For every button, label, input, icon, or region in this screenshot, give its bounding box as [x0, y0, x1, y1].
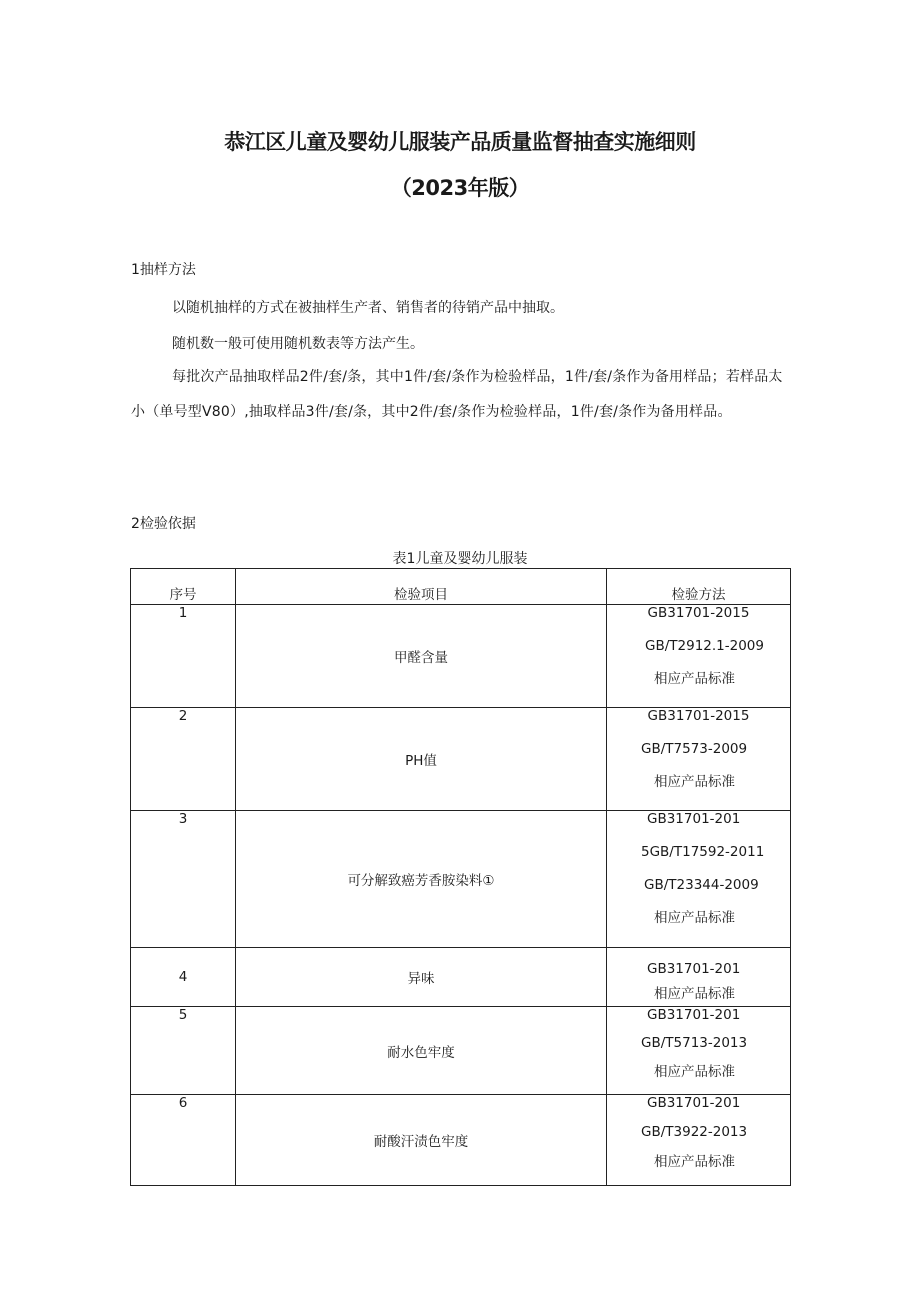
method-standard: GB31701-201: [647, 1095, 741, 1111]
method-standard: GB/T23344-2009: [644, 877, 759, 893]
table-row: [131, 605, 791, 708]
header-method: 检验方法: [607, 569, 791, 605]
method-standard: GB/T2912.1-2009: [645, 638, 764, 654]
table-row: [131, 708, 791, 811]
row-methods: [607, 811, 791, 948]
method-standard: GB/T3922-2013: [641, 1124, 748, 1140]
table-row: [131, 1007, 791, 1095]
method-standard: GB31701-2015: [647, 605, 750, 621]
method-standard: GB31701-201: [647, 811, 741, 827]
method-standard: 相应产品标准: [654, 910, 735, 926]
section-1-heading: 1抽样方法: [131, 262, 196, 278]
row-item: 耐酸汗渍色牢度: [236, 1095, 607, 1186]
row-methods: [607, 605, 791, 708]
method-standard: GB31701-201: [647, 1007, 741, 1023]
row-methods: [607, 1095, 791, 1186]
method-standard: 相应产品标准: [654, 1154, 735, 1170]
table-caption: 表1儿童及婴幼儿服装: [392, 551, 528, 567]
section-1-paragraph: 随机数一般可使用随机数表等方法产生。: [172, 336, 424, 352]
method-standard: GB31701-2015: [647, 708, 750, 724]
row-item: 耐水色牢度: [236, 1007, 607, 1095]
table-row: [131, 811, 791, 948]
method-standard: 相应产品标准: [654, 671, 735, 687]
section-2-heading: 2检验依据: [131, 516, 196, 532]
row-number: 3: [131, 811, 236, 948]
method-standard: GB/T5713-2013: [641, 1035, 748, 1051]
section-1-paragraph: 以随机抽样的方式在被抽样生产者、销售者的待销产品中抽取。: [172, 300, 564, 316]
row-number: 2: [131, 708, 236, 811]
document-title: 恭江区儿童及婴幼儿服装产品质量监督抽查实施细则: [224, 130, 696, 154]
table-row: [131, 948, 791, 1007]
row-number: 1: [131, 605, 236, 708]
method-standard: GB31701-201: [647, 961, 741, 977]
row-methods: [607, 948, 791, 1007]
method-standard: GB/T7573-2009: [641, 741, 748, 757]
section-1-paragraph: 每批次产品抽取样品2件/套/条，其中1件/套/条作为检验样品，1件/套/条作为备用样品；若样品太小（单号型V80）,抽取样品3件/套/条，其中2件/套/条作为检验样品，1件/套/条作为备用样品。: [131, 369, 783, 420]
row-number: 6: [131, 1095, 236, 1186]
row-item: 甲醛含量: [236, 605, 607, 708]
method-standard: 5GB/T17592-2011: [641, 844, 765, 860]
table-header-row: [131, 569, 791, 605]
row-number: 5: [131, 1007, 236, 1095]
document-subtitle: （2023年版）: [390, 176, 530, 200]
header-item: 检验项目: [236, 569, 607, 605]
method-standard: 相应产品标准: [654, 986, 735, 1002]
method-standard: 相应产品标准: [654, 1064, 735, 1080]
row-number: 4: [131, 948, 236, 1007]
row-methods: [607, 708, 791, 811]
inspection-table: [130, 568, 791, 1186]
row-item: 异味: [236, 948, 607, 1007]
table-row: [131, 1095, 791, 1186]
row-methods: [607, 1007, 791, 1095]
method-standard: 相应产品标准: [654, 774, 735, 790]
row-item: PH值: [236, 708, 607, 811]
header-no: 序号: [131, 569, 236, 605]
row-item: 可分解致癌芳香胺染料①: [236, 811, 607, 948]
